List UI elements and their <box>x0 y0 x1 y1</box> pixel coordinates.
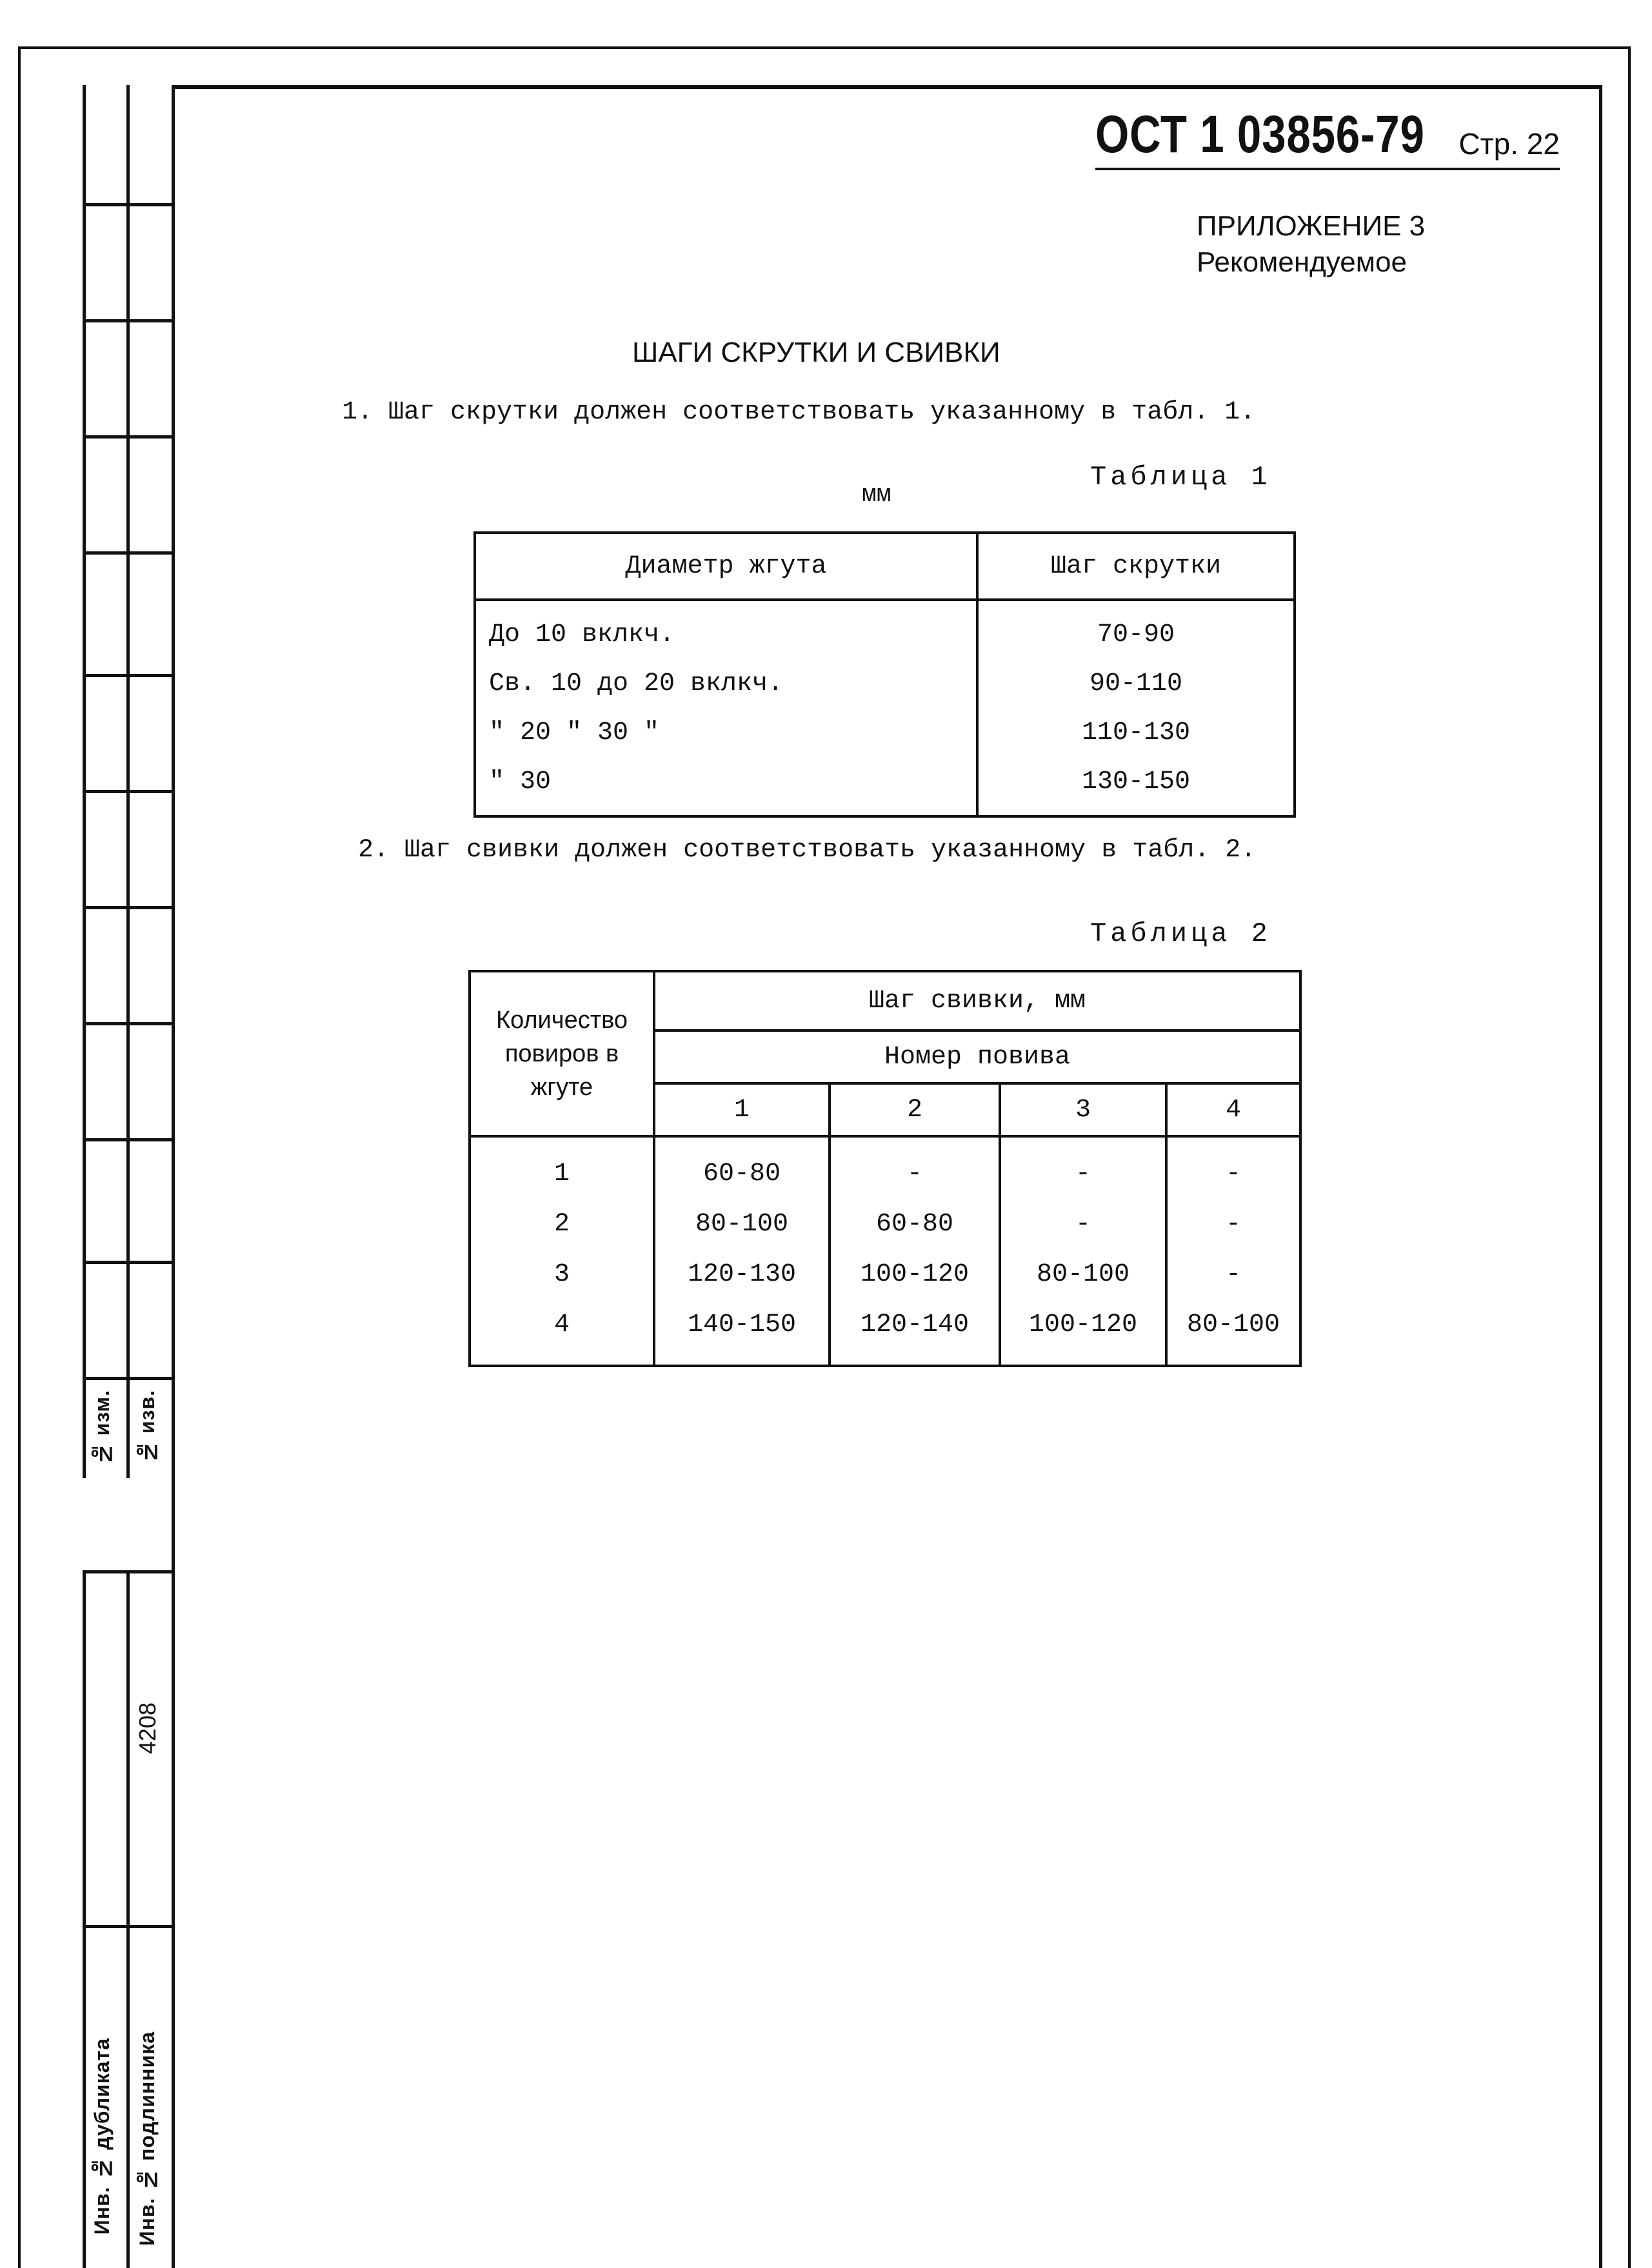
table2-cell: - <box>1166 1249 1300 1299</box>
original-inventory-label: Инв. № подлинника <box>135 2031 159 2246</box>
table-row <box>475 708 1295 757</box>
table1-cell: Св. 10 до 20 вклкч. <box>475 659 977 708</box>
table1-cell: ″ 30 <box>475 757 977 816</box>
table1-cell: 110-130 <box>977 708 1295 757</box>
page-number: Стр. 22 <box>1458 127 1560 161</box>
table2-cell: 60-80 <box>830 1199 1000 1249</box>
inventory-number: 4208 <box>134 1702 161 1755</box>
table1-cell: 70-90 <box>977 600 1295 659</box>
paragraph-2: 2. Шаг свивки должен соответствовать указанному в табл. 2. <box>358 836 1257 865</box>
table2-col-number: 3 <box>1000 1083 1166 1136</box>
table2-row-header: Количество повиров в жгуте <box>470 971 654 1136</box>
table2-cell: - <box>1166 1136 1300 1199</box>
table-row <box>475 659 1295 708</box>
table1-cell: До 10 вклкч. <box>475 600 977 659</box>
table2-cell: 80-100 <box>654 1199 830 1249</box>
table2-col-number: 1 <box>654 1083 830 1136</box>
margin-rule <box>83 435 173 439</box>
table-row <box>475 757 1295 816</box>
margin-column-1 <box>83 85 126 1478</box>
table2-sub-header: Номер повива <box>654 1030 1300 1083</box>
table2-group-header: Шаг свивки, мм <box>654 971 1300 1030</box>
table2-cell: 120-140 <box>830 1299 1000 1366</box>
margin-rule <box>83 1261 173 1264</box>
margin-rule <box>83 1377 173 1380</box>
margin-rule <box>83 790 173 793</box>
table-1 <box>473 531 1296 818</box>
paragraph-1: 1. Шаг скрутки должен соответствовать указанному в табл. 1. <box>342 398 1256 427</box>
margin-rule <box>83 906 173 909</box>
table-row <box>470 1299 1300 1366</box>
table2-cell: 1 <box>470 1136 654 1199</box>
table-row <box>470 1249 1300 1299</box>
table2-cell: - <box>830 1136 1000 1199</box>
margin-rule <box>83 1570 173 1573</box>
document-header <box>1095 105 1560 170</box>
table1-header-diameter: Диаметр жгута <box>475 533 977 600</box>
table2-cell: 80-100 <box>1000 1249 1166 1299</box>
table2-cell: 2 <box>470 1199 654 1249</box>
table2-cell: 80-100 <box>1166 1299 1300 1366</box>
table2-col-number: 4 <box>1166 1083 1300 1136</box>
table-2 <box>468 970 1302 1367</box>
table1-unit: мм <box>862 481 891 509</box>
table-row <box>470 1199 1300 1249</box>
margin-rule <box>83 319 173 322</box>
izv-label: № изв. <box>135 1390 159 1464</box>
table1-header-row <box>475 533 1295 600</box>
table1-caption: Таблица 1 <box>1090 462 1271 493</box>
appendix-block <box>1197 208 1425 281</box>
table2-cell: 120-130 <box>654 1249 830 1299</box>
table-row <box>470 1136 1300 1199</box>
margin-rule <box>83 203 173 206</box>
table2-cell: 140-150 <box>654 1299 830 1366</box>
appendix-label: ПРИЛОЖЕНИЕ 3 <box>1197 210 1426 242</box>
table2-caption: Таблица 2 <box>1090 918 1271 949</box>
table2-header-row <box>470 971 1300 1030</box>
table1-header-step: Шаг скрутки <box>977 533 1295 600</box>
table2-cell: - <box>1166 1199 1300 1249</box>
appendix-status: Рекомендуемое <box>1197 246 1407 278</box>
izm-label: № изм. <box>90 1390 114 1466</box>
duplicate-inventory-label: Инв. № дубликата <box>90 2038 114 2235</box>
table-row <box>475 600 1295 659</box>
table2-cell: 100-120 <box>1000 1299 1166 1366</box>
table2-cell: 60-80 <box>654 1136 830 1199</box>
table2-cell: 3 <box>470 1249 654 1299</box>
margin-rule <box>83 1925 173 1928</box>
margin-rule <box>83 551 173 555</box>
table1-cell: ″ 20 ″ 30 ″ <box>475 708 977 757</box>
margin-rule <box>83 1138 173 1141</box>
table2-cell: 100-120 <box>830 1249 1000 1299</box>
document-code: ОСТ 1 03856-79 <box>1095 105 1425 164</box>
table1-cell: 130-150 <box>977 757 1295 816</box>
margin-rule <box>83 1022 173 1025</box>
margin-rule <box>83 674 173 677</box>
margin-column-2 <box>126 85 170 1478</box>
table1-cell: 90-110 <box>977 659 1295 708</box>
table2-col-number: 2 <box>830 1083 1000 1136</box>
table2-cell: - <box>1000 1136 1166 1199</box>
table2-cell: - <box>1000 1199 1166 1249</box>
section-title: ШАГИ СКРУТКИ И СВИВКИ <box>632 337 1000 368</box>
table2-cell: 4 <box>470 1299 654 1366</box>
